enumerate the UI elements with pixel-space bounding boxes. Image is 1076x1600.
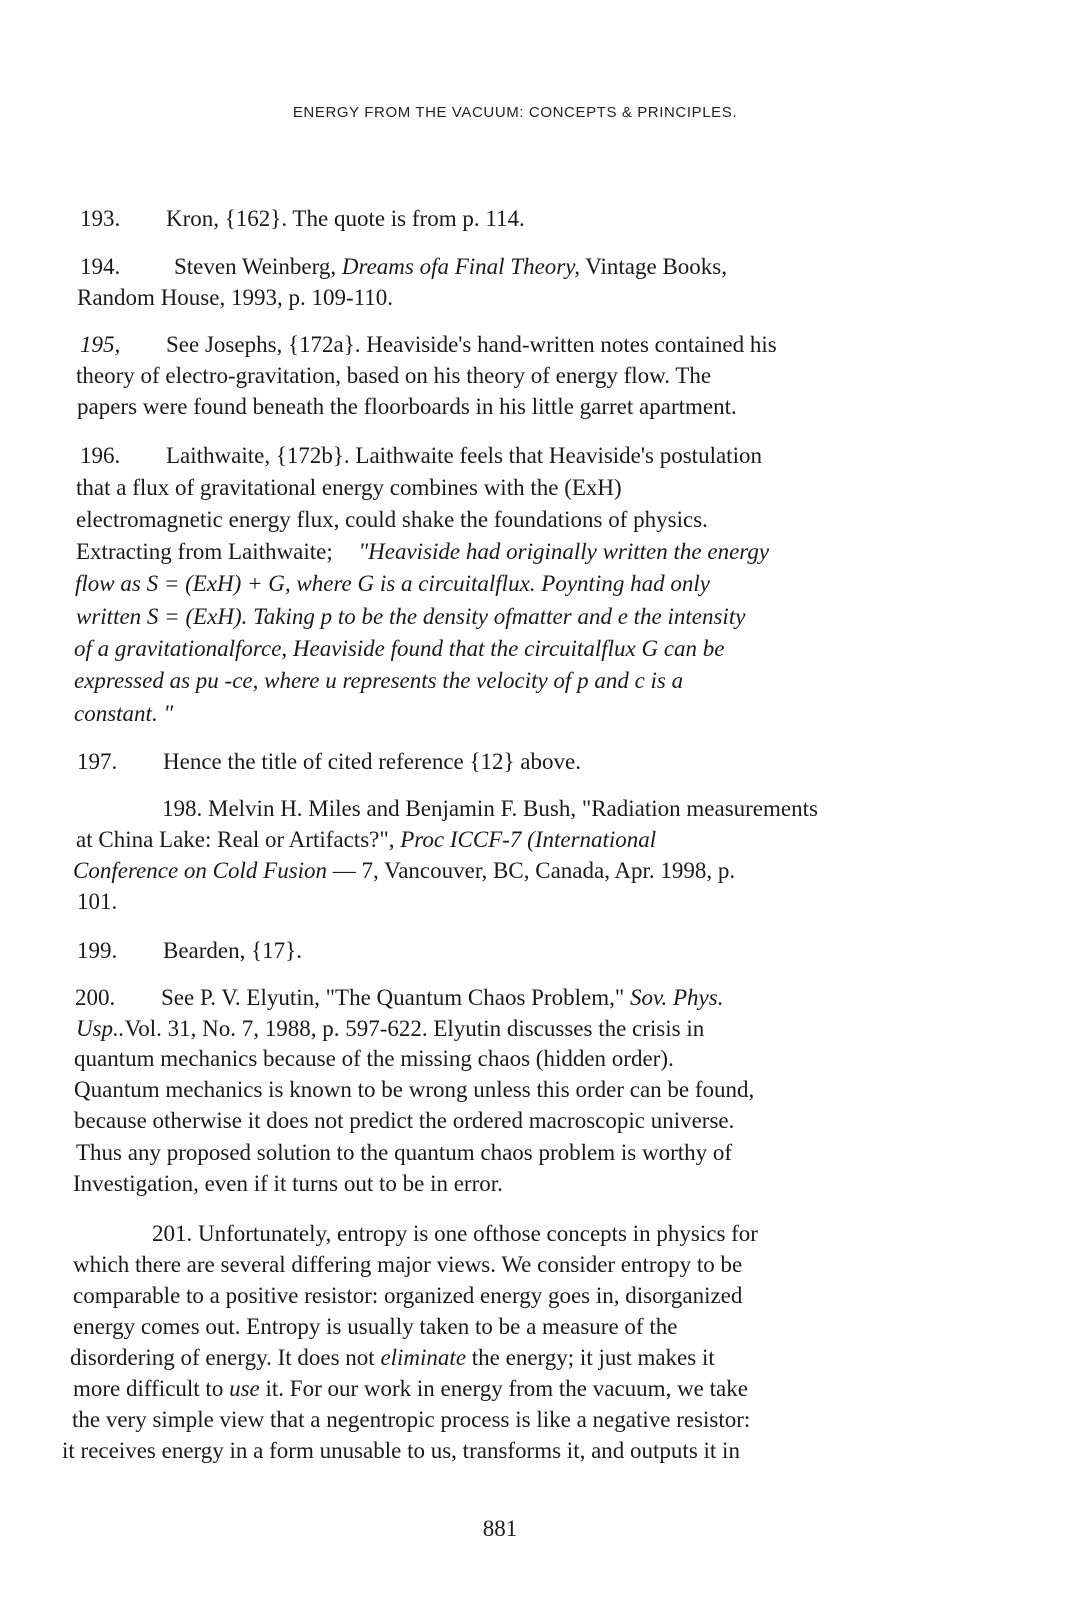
note-text: Extracting from Laithwaite;	[76, 539, 333, 564]
book-title: Dreams ofa Final Theory,	[341, 254, 580, 279]
note-text: Vintage Books,	[579, 254, 728, 279]
note-number: 197.	[77, 749, 118, 774]
emphasis: eliminate	[380, 1345, 467, 1370]
note-201-line-6	[73, 1375, 748, 1403]
note-number: 196.	[80, 443, 121, 468]
note-196-line-1	[80, 442, 762, 470]
note-193	[80, 205, 525, 233]
note-text: Steven Weinberg,	[174, 254, 342, 279]
note-195-line-3: papers were found beneath the floorboards in his little garret apartment.	[77, 394, 737, 419]
note-200-line-3: quantum mechanics because of the missing chaos (hidden order).	[74, 1046, 674, 1071]
note-198-line-4: 101.	[77, 889, 118, 914]
note-number: 194.	[80, 254, 121, 279]
proceedings-title: Conference on Cold Fusion	[73, 858, 328, 883]
note-196-line-3: electromagnetic energy flux, could shake the foundations of physics.	[76, 507, 708, 532]
note-200-line-7: Investigation, even if it turns out to be in error.	[73, 1171, 503, 1196]
note-197	[77, 748, 581, 776]
note-196-line-2: that a flux of gravitational energy combines with the (ExH)	[76, 475, 622, 500]
note-text: the energy; it just makes it	[466, 1345, 715, 1370]
journal-title: Usp..	[76, 1016, 125, 1041]
note-200-line-2	[76, 1015, 704, 1043]
note-196-line-9: constant. "	[74, 701, 174, 726]
page-number: 881	[482, 1516, 518, 1541]
note-text: See Josephs, {172a}. Heaviside's hand-written notes contained his	[166, 332, 777, 357]
note-201-line-3: comparable to a positive resistor: organized energy goes in, disorganized	[73, 1283, 743, 1308]
note-196-line-6: written S = (ExH). Taking p to be the density ofmatter and e the intensity	[76, 604, 746, 629]
quotation: "Heaviside had originally written the energy	[358, 539, 770, 564]
note-201-line-5	[70, 1344, 715, 1372]
running-header: ENERGY FROM THE VACUUM: CONCEPTS & PRINCIPLES.	[292, 104, 738, 121]
note-194-line-2: Random House, 1993, p. 109-110.	[77, 285, 394, 310]
note-200-line-5: because otherwise it does not predict the ordered macroscopic universe.	[74, 1108, 735, 1133]
note-194-line-1	[80, 253, 727, 281]
note-195-line-2: theory of electro-gravitation, based on his theory of energy flow. The	[76, 363, 712, 388]
note-199	[77, 937, 302, 965]
note-196-line-8: expressed as pu -ce, where u represents the velocity of p and c is a	[74, 668, 684, 693]
note-201-line-2: which there are several differing major views. We consider entropy to be	[73, 1252, 743, 1277]
note-195-line-1	[80, 331, 777, 359]
note-text: — 7, Vancouver, BC, Canada, Apr. 1998, p.	[327, 858, 736, 883]
note-201-line-4: energy comes out. Entropy is usually taken to be a measure of the	[73, 1314, 678, 1339]
note-200-line-4: Quantum mechanics is known to be wrong unless this order can be found,	[74, 1077, 755, 1102]
emphasis: use	[229, 1376, 260, 1401]
note-text: Kron, {162}. The quote is from p. 114.	[166, 206, 525, 231]
note-201-line-8: it receives energy in a form unusable to us, transforms it, and outputs it in	[62, 1438, 740, 1463]
note-text: at China Lake: Real or Artifacts?",	[76, 827, 401, 852]
note-text: Bearden, {17}.	[163, 938, 302, 963]
note-196-line-7: of a gravitationalforce, Heaviside found that the circuitalflux G can be	[74, 636, 725, 661]
note-196-line-4	[76, 538, 769, 566]
note-198-line-2	[76, 826, 656, 854]
note-200-line-6: Thus any proposed solution to the quantum chaos problem is worthy of	[76, 1140, 733, 1165]
note-text: Laithwaite, {172b}. Laithwaite feels that Heaviside's postulation	[166, 443, 762, 468]
note-201-line-1: 201. Unfortunately, entropy is one ofthose concepts in physics for	[152, 1221, 758, 1246]
note-198-line-1: 198. Melvin H. Miles and Benjamin F. Bush, "Radiation measurements	[162, 796, 818, 821]
note-text: more difficult to	[73, 1376, 230, 1401]
note-198-line-3	[73, 857, 735, 885]
note-201-line-7: the very simple view that a negentropic process is like a negative resistor:	[72, 1407, 751, 1432]
note-number: 199.	[77, 938, 118, 963]
note-text: Vol. 31, No. 7, 1988, p. 597-622. Elyutin discusses the crisis in	[124, 1016, 705, 1041]
proceedings-title: Proc ICCF-7 (International	[400, 827, 657, 852]
note-number: 195,	[80, 332, 121, 357]
note-text: it. For our work in energy from the vacuum, we take	[259, 1376, 748, 1401]
note-text: See P. V. Elyutin, "The Quantum Chaos Problem,"	[161, 985, 630, 1010]
note-number: 193.	[80, 206, 121, 231]
journal-title: Sov. Phys.	[629, 985, 724, 1010]
note-text: Hence the title of cited reference {12} above.	[163, 749, 581, 774]
note-number: 200.	[75, 985, 116, 1010]
note-196-line-5: flow as S = (ExH) + G, where G is a circuitalflux. Poynting had only	[75, 571, 710, 596]
note-200-line-1	[75, 984, 723, 1012]
note-text: disordering of energy. It does not	[70, 1345, 381, 1370]
